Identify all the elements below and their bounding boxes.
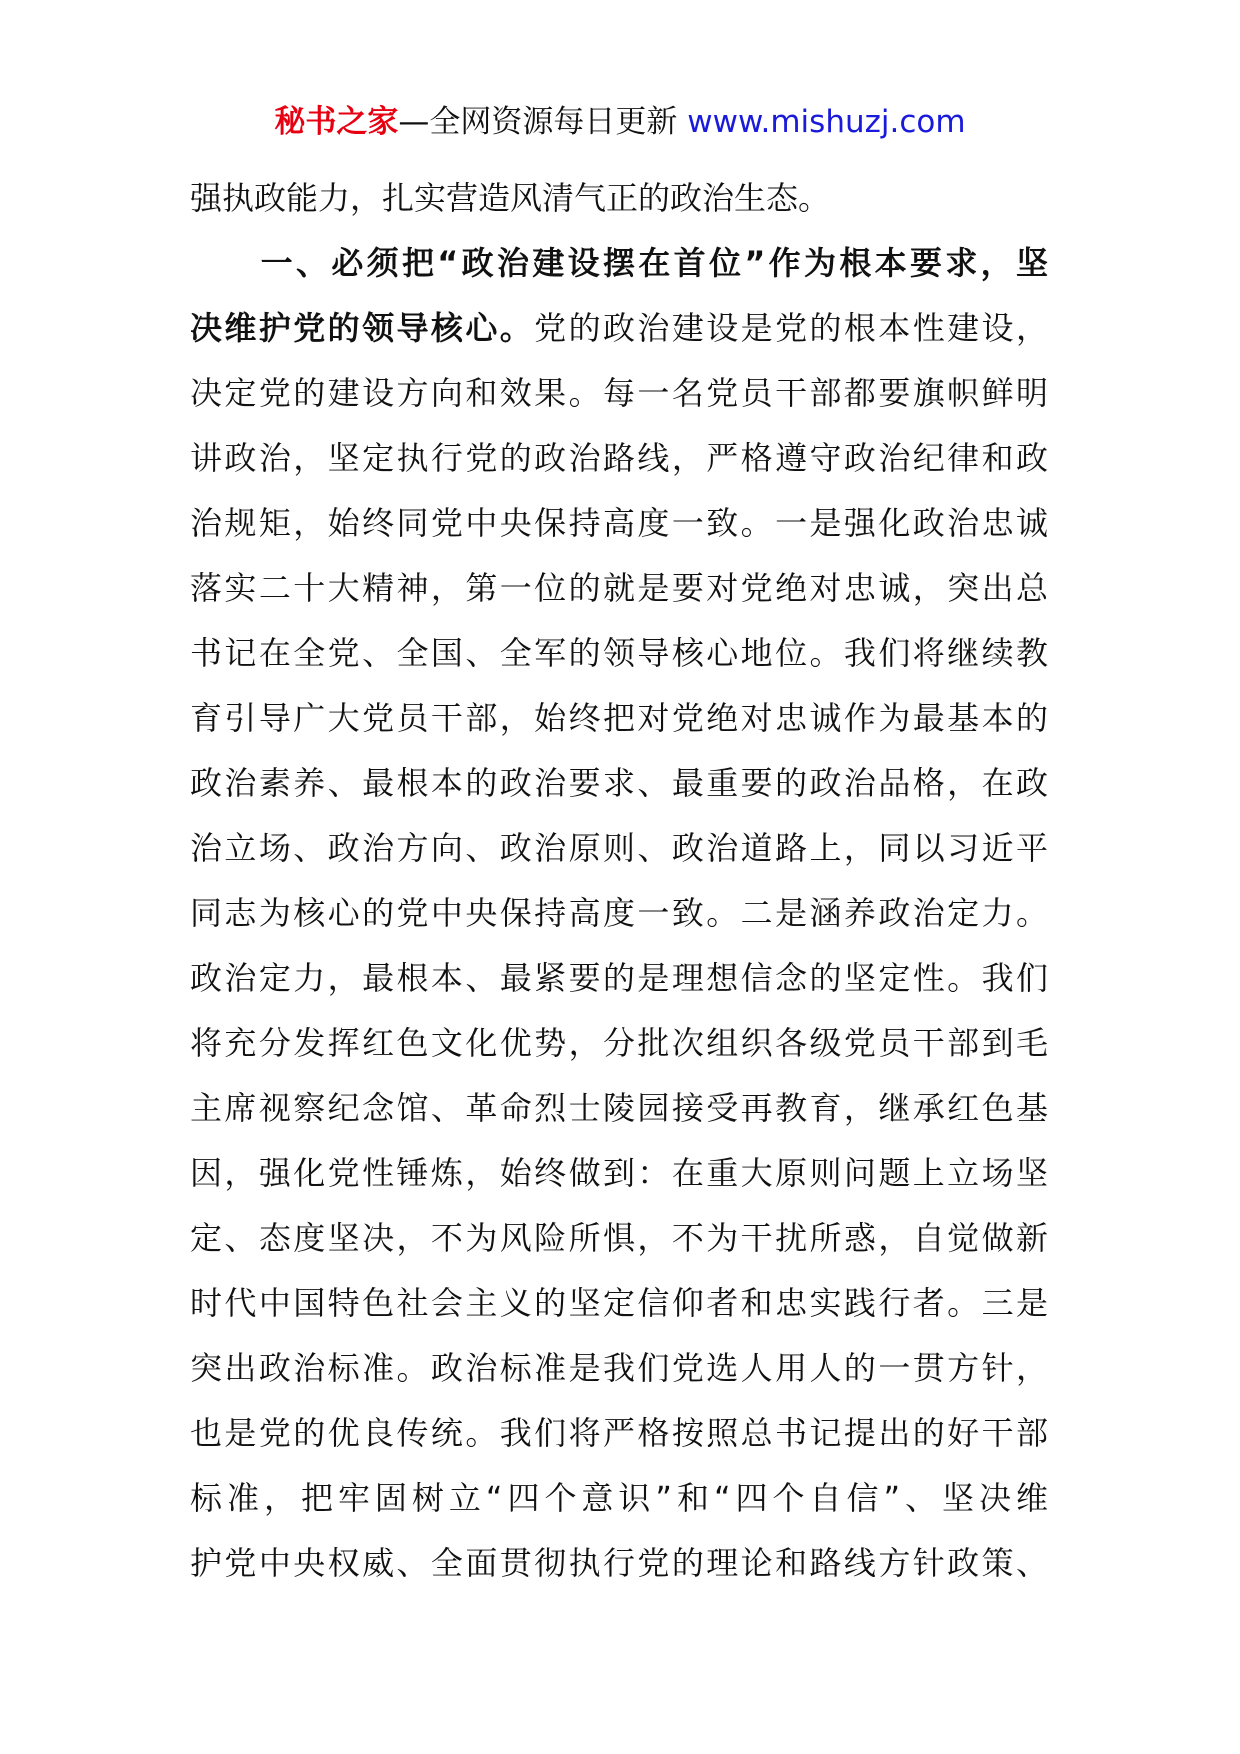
text-line — [190, 946, 1048, 1011]
text-line — [190, 1531, 1048, 1596]
line-text: 讲政治，坚定执行党的政治路线，严格遵守政治纪律和政 — [190, 439, 1048, 477]
text-line — [190, 361, 1048, 426]
line-text: 时代中国特色社会主义的坚定信仰者和忠实践行者。三是 — [190, 1284, 1048, 1322]
body-text — [190, 166, 1048, 1596]
text-line — [190, 1011, 1048, 1076]
line-text: 主席视察纪念馆、革命烈士陵园接受再教育，继承红色基 — [190, 1089, 1048, 1127]
line-text: 护党中央权威、全面贯彻执行党的理论和路线方针政策、 — [190, 1544, 1048, 1582]
text-line — [190, 556, 1048, 621]
text-line — [190, 231, 1048, 296]
bold-lead: 决维护党的领导核心。 — [190, 309, 535, 347]
line-text: 强执政能力，扎实营造风清气正的政治生态。 — [190, 179, 831, 217]
line-text: 治规矩，始终同党中央保持高度一致。一是强化政治忠诚 — [190, 504, 1048, 542]
header-tagline: —全网资源每日更新 — [398, 104, 678, 140]
text-line — [190, 1271, 1048, 1336]
line-text: 同志为核心的党中央保持高度一致。二是涵养政治定力。 — [190, 894, 1048, 932]
text-line — [190, 751, 1048, 816]
text-line — [190, 1076, 1048, 1141]
line-text: 落实二十大精神，第一位的就是要对党绝对忠诚，突出总 — [190, 569, 1048, 607]
line-text: 将充分发挥红色文化优势，分批次组织各级党员干部到毛 — [190, 1024, 1048, 1062]
text-line — [190, 426, 1048, 491]
header-url[interactable]: www.mishuzj.com — [687, 104, 966, 140]
text-line — [190, 491, 1048, 556]
line-text: 政治定力，最根本、最紧要的是理想信念的坚定性。我们 — [190, 959, 1048, 997]
line-text: 突出政治标准。政治标准是我们党选人用人的一贯方针， — [190, 1349, 1048, 1387]
line-text: 决定党的建设方向和效果。每一名党员干部都要旗帜鲜明 — [190, 374, 1048, 412]
text-line — [190, 1206, 1048, 1271]
line-text: 因，强化党性锤炼，始终做到：在重大原则问题上立场坚 — [190, 1154, 1048, 1192]
line-text: 党的政治建设是党的根本性建设， — [534, 309, 1048, 347]
text-line — [190, 686, 1048, 751]
line-text: 育引导广大党员干部，始终把对党绝对忠诚作为最基本的 — [190, 699, 1048, 737]
line-text: 标准，把牢固树立“四个意识”和“四个自信”、坚决维 — [190, 1479, 1048, 1517]
line-text: 也是党的优良传统。我们将严格按照总书记提出的好干部 — [190, 1414, 1048, 1452]
line-text: 政治素养、最根本的政治要求、最重要的政治品格，在政 — [190, 764, 1048, 802]
text-line — [190, 1336, 1048, 1401]
text-line — [190, 1466, 1048, 1531]
text-line — [190, 166, 1048, 231]
text-line — [190, 1141, 1048, 1206]
line-text: 治立场、政治方向、政治原则、政治道路上，同以习近平 — [190, 829, 1048, 867]
page-header — [0, 100, 1240, 144]
line-text: 书记在全党、全国、全军的领导核心地位。我们将继续教 — [190, 634, 1048, 672]
bold-lead: 一、必须把“政治建设摆在首位”作为根本要求，坚 — [190, 244, 1048, 282]
line-text: 定、态度坚决，不为风险所惧，不为干扰所惑，自觉做新 — [190, 1219, 1048, 1257]
header-brand: 秘书之家 — [274, 104, 399, 140]
text-line — [190, 296, 1048, 361]
text-line — [190, 1401, 1048, 1466]
text-line — [190, 621, 1048, 686]
text-line — [190, 881, 1048, 946]
text-line — [190, 816, 1048, 881]
